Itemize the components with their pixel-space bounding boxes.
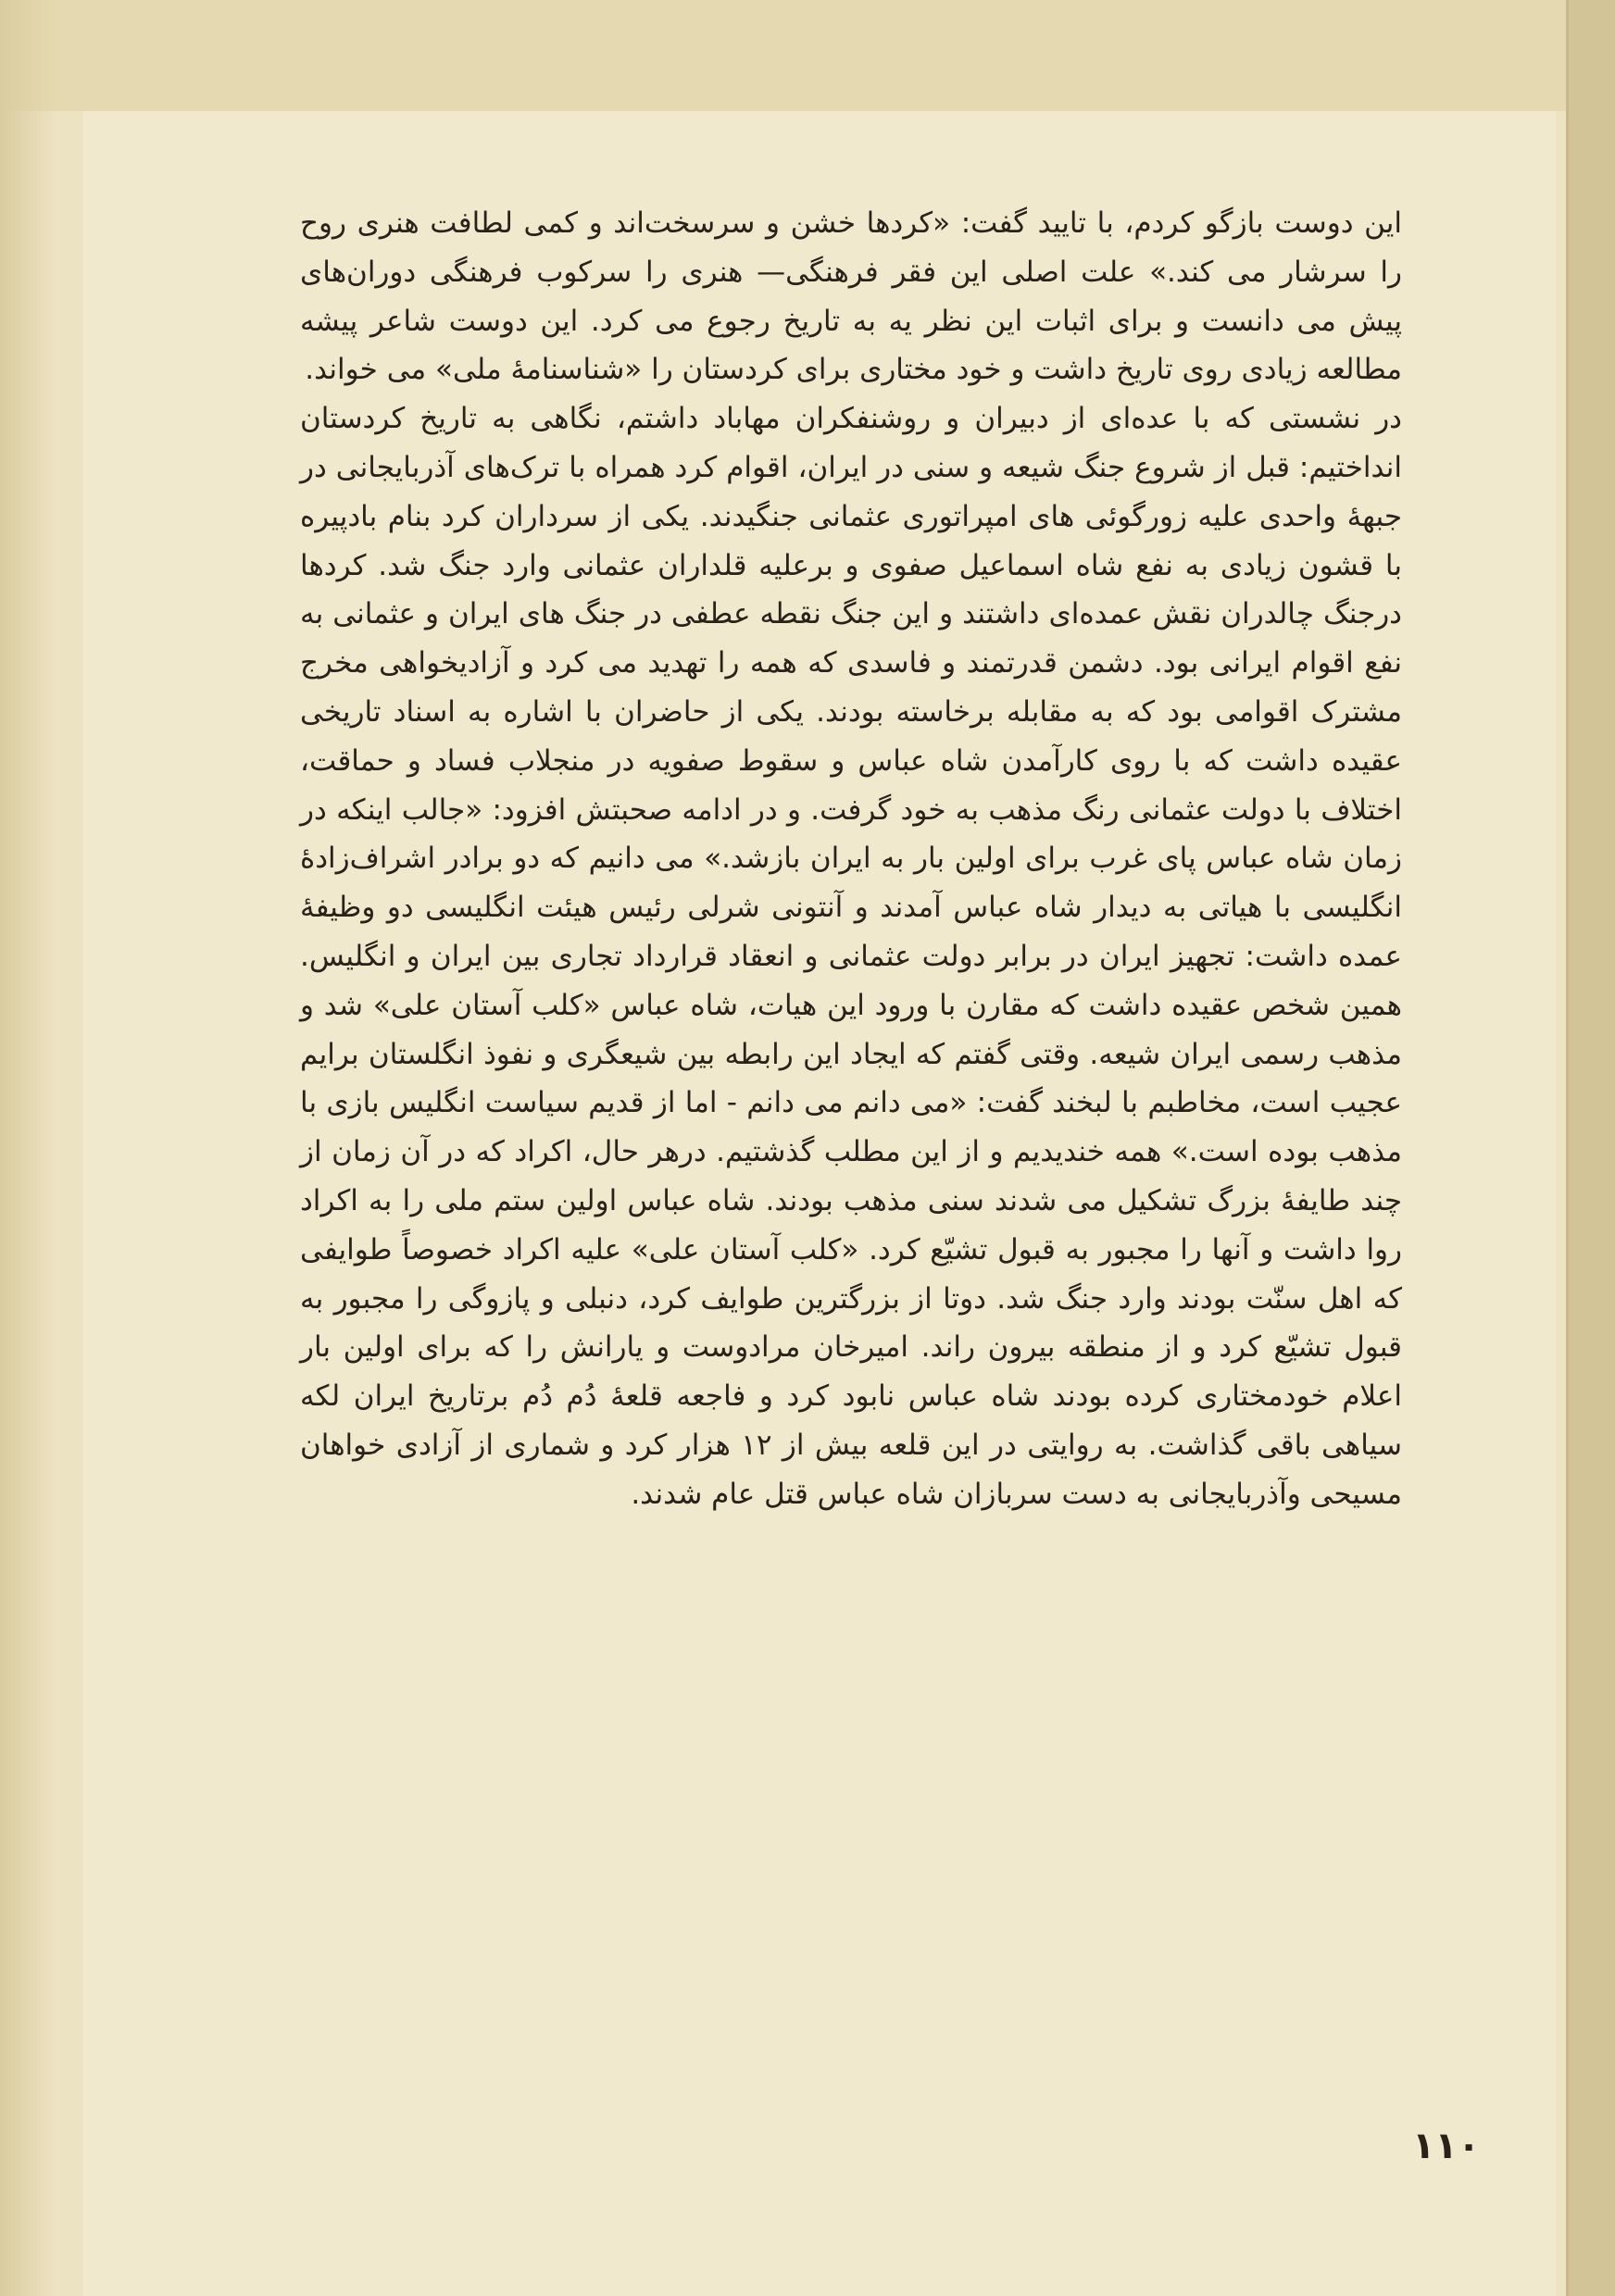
body-text [300, 199, 1402, 1519]
top-margin-band [0, 0, 1615, 111]
left-edge-shadow [0, 0, 56, 2296]
paragraph-2: در نشستی که با عده‌ای از دبیران و روشنفکران مهاباد داشتم، نگاهی به تاریخ کردستان انداختیم: قبل از شروع جنگ شیعه و سنی در ایران، اقوام کرد همراه با ترک‌های آذربایجانی در جبههٔ واحدی علیه زورگوئی های امپراتوری عثمانی جنگیدند. یکی از سرداران کرد بنام بادپیره با قشون زیادی به نفع شاه اسماعیل صفوی و برعلیه قلداران عثمانی وارد جنگ شد. کردها درجنگ چالدران نقش عمده‌ای داشتند و این جنگ نقطه عطفی در جنگ های ایران و عثمانی به نفع اقوام ایرانی بود. دشمن قدرتمند و فاسدی که همه را تهدید می کرد و آزادیخواهی مخرج مشترک اقوامی بود که به مقابله برخاسته بودند. یکی از حاضران با اشاره به اسناد تاریخی عقیده داشت که با روی کارآمدن شاه عباس و سقوط صفویه در منجلاب فساد و حماقت، اختلاف با دولت عثمانی رنگ مذهب به خود گرفت. و در ادامه صحبتش افزود: «جالب اینکه در زمان شاه عباس پای غرب برای اولین بار به ایران بازشد.» می دانیم که دو برادر اشراف‌زادهٔ انگلیسی با هیاتی به دیدار شاه عباس آمدند و آنتونی شرلی رئیس هیئت انگلیسی دو وظیفهٔ عمده داشت: تجهیز ایران در برابر دولت عثمانی و انعقاد قرارداد تجاری بین ایران و انگلیس. همین شخص عقیده داشت که مقارن با ورود این هیات، شاه عباس «کلب آستان علی» شد و مذهب رسمی ایران شیعه. وقتی گفتم که ایجاد این رابطه بین شیعگری و نفوذ انگلستان برایم عجیب است، مخاطبم با لبخند گفت: «می دانم می دانم ‐ اما از قدیم سیاست انگلیس بازی با مذهب بوده است.» همه خندیدیم و از این مطلب گذشتیم. درهر حال، اکراد که در آن زمان از چند طایفهٔ بزرگ تشکیل می شدند سنی مذهب بودند. شاه عباس اولین ستم ملی را به اکراد روا داشت و آنها را مجبور به قبول تشیّع کرد. «کلب آستان علی» علیه اکراد خصوصاً طوایفی که اهل سنّت بودند وارد جنگ شد. دوتا از بزرگترین طوایف کرد، دنبلی و پازوگی را مجبور به قبول تشیّع کرد و از منطقه بیرون راند. امیرخان مرادوست و یارانش را که برای اولین بار اعلام خودمختاری کرده بودند شاه عباس نابود کرد و فاجعه قلعهٔ دُم دُم برتاریخ ایران لکه سیاهی باقی گذاشت. به روایتی در این قلعه بیش از ۱۲ هزار کرد و شماری از آزادی خواهان مسیحی وآذربایجانی به دست سربازان شاه عباس قتل عام شدند. [300, 402, 1402, 1511]
page-number: ۱۱۰ [1412, 2125, 1481, 2167]
right-page-edge [1569, 0, 1615, 2296]
paragraph-1: این دوست بازگو کردم، با تایید گفت: «کردها خشن و سرسخت‌اند و کمی لطافت هنری روح را سرشار می کند.» علت اصلی این فقر فرهنگی— هنری را سرکوب فرهنگی دوران‌های پیش می دانست و برای اثبات این نظر یه به تاریخ رجوع می کرد. این دوست شاعر پیشه مطالعه زیادی روی تاریخ داشت و خود مختاری برای کردستان را «شناسنامهٔ ملی» می خواند. [300, 206, 1402, 387]
